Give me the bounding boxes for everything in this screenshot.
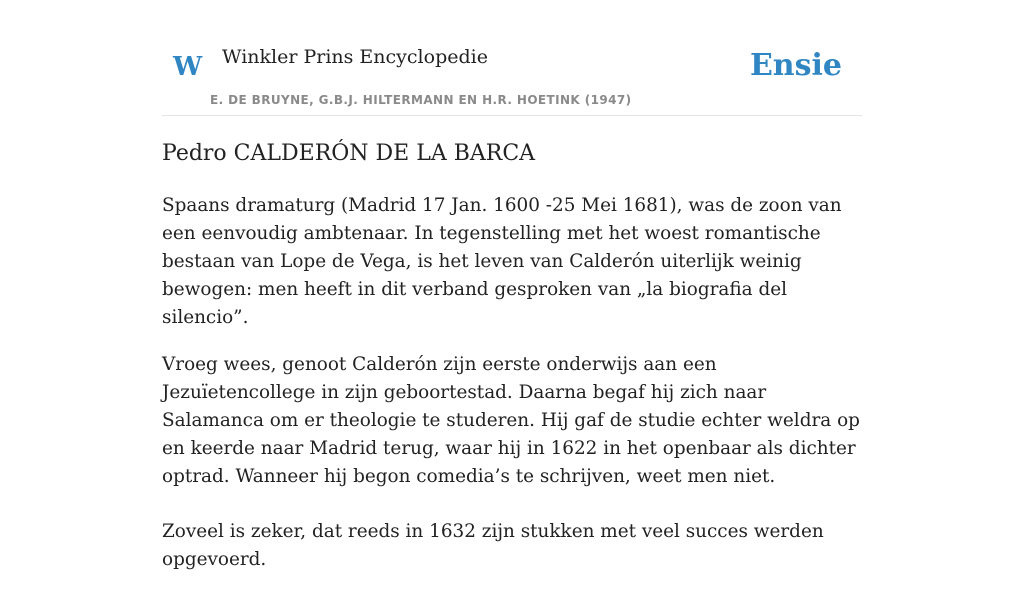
authors-line: E. DE BRUYNE, G.B.J. HILTERMANN EN H.R. HOETINK (1947) (210, 93, 632, 107)
article-paragraph: Vroeg wees, genoot Calderón zijn eerste onderwijs aan een Jezuïetencollege in zijn geboortestad. Daarna begaf hij zich naar Salamanca om er theologie te studeren. Hij gaf de studie echter weldra op en keerde naar Madrid terug, waar hij in 1622 in het openbaar als dichter optrad. Wanneer hij begon comedia’s te schrijven, weet men niet. (162, 354, 860, 487)
book-title[interactable]: Winkler Prins Encyclopedie (222, 46, 488, 68)
article-paragraph: Spaans dramaturg (Madrid 17 Jan. 1600 -25 Mei 1681), was de zoon van een eenvoudig ambtenaar. In tegenstelling met het woest romantische bestaan van Lope de Vega, is het leven van Calderón uiterlijk weinig bewogen: men heeft in dit verband gesproken van „la biografia del silencio”. (162, 195, 842, 328)
winkler-prins-logo[interactable]: W (173, 52, 203, 82)
header (162, 38, 862, 116)
article-paragraph: Zoveel is zeker, dat reeds in 1632 zijn stukken met veel succes werden opgevoerd. (162, 521, 824, 570)
ensie-brand-logo[interactable]: Ensie (749, 48, 842, 83)
article-body (162, 192, 864, 593)
article-title: Pedro CALDERÓN DE LA BARCA (162, 141, 536, 166)
